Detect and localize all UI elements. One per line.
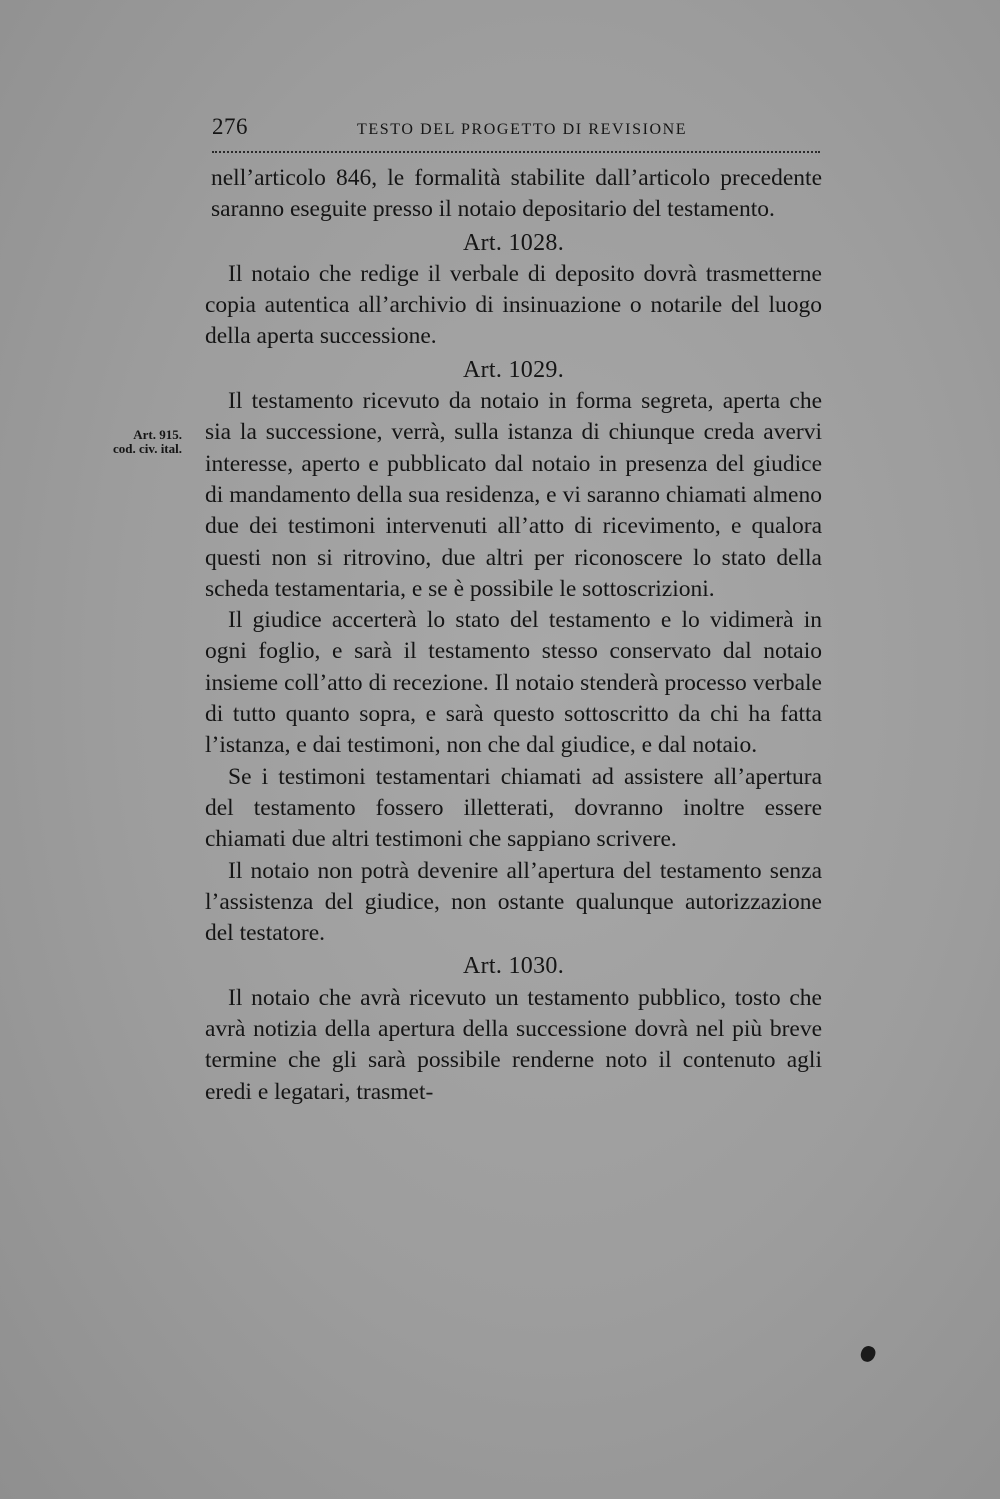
running-head — [212, 112, 820, 152]
ink-spot — [859, 1344, 878, 1364]
article-1030-heading: Art. 1030. — [463, 953, 564, 980]
article-1030-paragraph: Il notaio che avrà ricevuto un testamento pubblico, tosto che avrà notizia della apertura della successione dovrà nel più breve termine che gli sarà possibile renderne noto il contenuto agli eredi e legatari, trasmet- — [205, 984, 822, 1105]
article-1029-paragraph-2: Il giudice accerterà lo stato del testamento e lo vidimerà in ogni foglio, e sarà il testamento stesso conservato dal notaio insieme coll’atto di recezione. Il notaio stenderà processo verbale di tutto quanto sopra, e sarà questo sottoscritto da chi ha fatta l’istanza, e dai testimoni, non che dal giudice, e dal notaio. — [205, 607, 822, 759]
header-divider — [212, 151, 820, 153]
article-1029-heading: Art. 1029. — [463, 356, 564, 383]
article-1029-paragraph-1: Il testamento ricevuto da notaio in forma segreta, aperta che sia la successione, verrà, sulla istanza di chiunque creda avervi interesse, aperto e pubblicato dal notaio in presenza del giudice di mandamento della sua residenza, e vi saranno chiamati almeno due dei testimoni intervenuti all’atto di ricevimento, e qualora questi non si ritrovino, due altri per riconoscere lo stato della scheda testamentaria, e se è possibile le sottoscrizioni. — [205, 388, 822, 602]
margin-note-article: Art. 915. — [133, 427, 182, 442]
article-1029-paragraph-3: Se i testimoni testamentari chiamati ad assistere all’apertura del testamento fossero illetterati, dovranno inoltre essere chiamati due altri testimoni che sappiano scrivere. — [205, 763, 822, 853]
running-head-title: TESTO DEL PROGETTO DI REVISIONE — [357, 121, 688, 138]
article-1028-heading: Art. 1028. — [463, 229, 564, 256]
body-text — [205, 163, 822, 1108]
continuation-paragraph: nell’articolo 846, le formalità stabilite dall’articolo precedente saranno eseguite presso il notaio depositario del testamento. — [211, 165, 822, 223]
margin-note-code: cod. civ. ital. — [113, 441, 182, 456]
page-number: 276 — [212, 114, 248, 139]
article-1029-paragraph-4: Il notaio non potrà devenire all’apertura del testamento senza l’assistenza del giudice, non ostante qualunque autorizzazione del testatore. — [205, 857, 822, 947]
article-1028-paragraph: Il notaio che redige il verbale di deposito dovrà trasmetterne copia autentica all’archivio di insinuazione o notarile del luogo della aperta successione. — [205, 260, 822, 350]
margin-note — [100, 428, 182, 456]
